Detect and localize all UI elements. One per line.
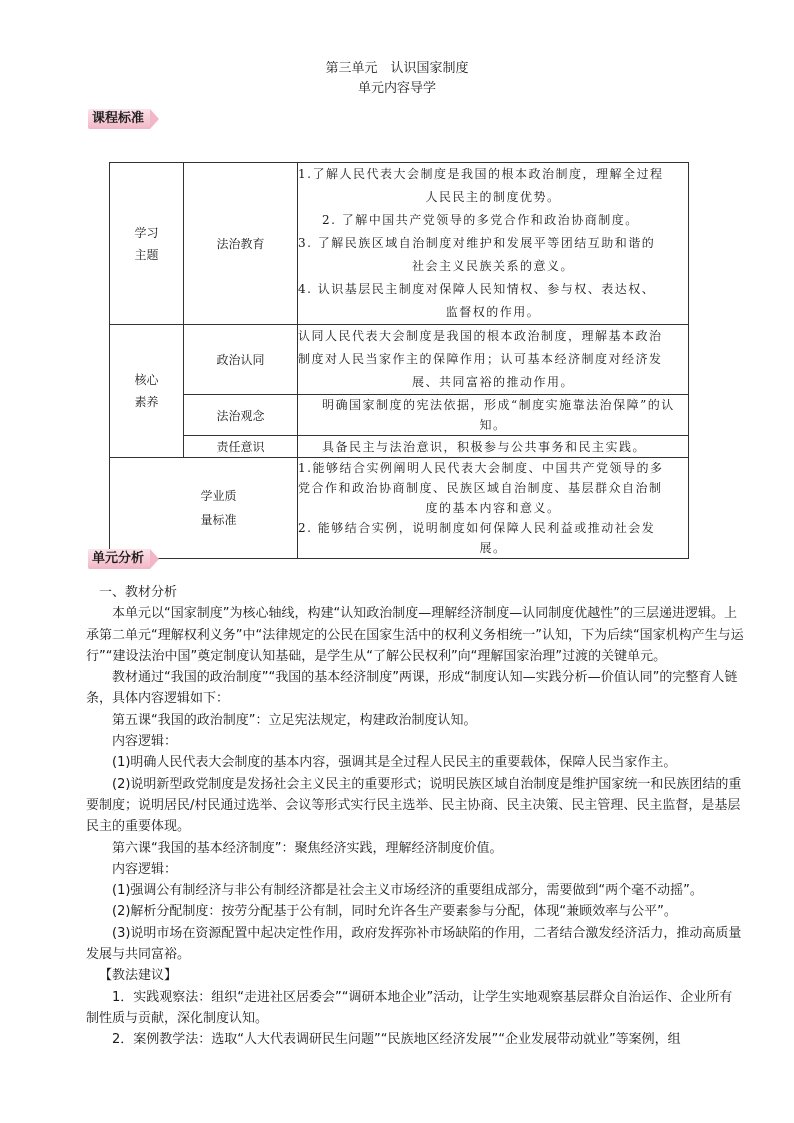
table-row <box>110 395 689 436</box>
analysis-paragraph: 内容逻辑： <box>112 734 178 750</box>
table-row <box>110 436 689 458</box>
analysis-paragraph: 内容逻辑： <box>112 861 178 877</box>
analysis-paragraph: 教材通过“我国的政治制度”“我国的基本经济制度”两课，形成“制度认知—实践分析—价值认同”的完整育人链条，具体内容逻辑如下： <box>86 670 738 707</box>
study-item: 4. 认识基层民主制度对保障人民知情权、参与权、表达权、 <box>298 282 656 296</box>
teaching-suggestion-heading: 【教法建议】 <box>99 968 178 984</box>
study-item: 1.了解人民代表大会制度是我国的根本政治制度，理解全过程 <box>298 167 664 181</box>
analysis-paragraph: 本单元以“国家制度”为核心轴线，构建“认知政治制度—理解经济制度—认同制度优越性”的三层递进逻辑。上承第二单元“理解权利义务”中“法律规定的公民在国家生活中的权利义务相统一”认知，下为后续“国家机构产生与运行”“建设法治中国”奠定制度认知基础，是学生从“了解公民权利”向“理解国家治理”过渡的关键单元。 <box>86 606 744 664</box>
study-theme-sub: 法治教育 <box>184 163 298 325</box>
unit-title: 第三单元 认识国家制度 <box>325 61 469 76</box>
core-literacy-text: 核心 素养 <box>134 373 159 409</box>
table-row <box>110 325 689 395</box>
quality-standard-content <box>298 458 689 559</box>
analysis-paragraph: 第六课“我国的基本经济制度”：聚焦经济实践，理解经济制度价值。 <box>112 840 503 856</box>
core-line: 明确国家制度的宪法依据，形成“制度实施靠法治保障”的认 <box>322 398 675 412</box>
section-tab-standards <box>88 109 159 129</box>
core-line: 展、共同富裕的推动作用。 <box>411 375 574 389</box>
standards-table <box>109 162 689 559</box>
tab-arrow-icon <box>150 549 159 569</box>
analysis-paragraph: 2．案例教学法：选取“人大代表调研民生问题”“民族地区经济发展”“企业发展带动就业”等案例，组 <box>112 1032 681 1048</box>
tab-arrow-icon <box>150 109 159 129</box>
quality-line: 展。 <box>479 541 507 555</box>
study-item: 人民民主的制度优势。 <box>425 190 561 204</box>
core-row-content <box>298 395 689 436</box>
quality-line: 1.能够结合实例阐明人民代表大会制度、中国共产党领导的多 <box>298 461 664 475</box>
core-line: 知。 <box>479 418 507 432</box>
study-item: 2. 了解中国共产党领导的多党合作和政治协商制度。 <box>322 213 639 227</box>
study-item: 社会主义民族关系的意义。 <box>411 259 574 273</box>
core-row-name: 法治观念 <box>184 395 298 436</box>
analysis-paragraph: (1)强调公有制经济与非公有制经济都是社会主义市场经济的重要组成部分，需要做到“两个毫不动摇”。 <box>112 883 703 899</box>
quality-line: 2. 能够结合实例，说明制度如何保障人民利益或推动社会发 <box>298 521 656 535</box>
analysis-paragraph: (3)说明市场在资源配置中起决定性作用，政府发挥弥补市场缺陷的作用，二者结合激发经济活力，推动高质量发展与共同富裕。 <box>86 925 742 963</box>
analysis-body <box>86 582 744 1051</box>
table-row <box>110 163 689 325</box>
study-theme-label <box>110 163 184 325</box>
analysis-heading: 一、教材分析 <box>99 585 178 600</box>
analysis-paragraph: (1)明确人民代表大会制度的基本内容，强调其是全过程人民民主的重要载体，保障人民当家作主。 <box>112 755 677 771</box>
quality-line: 党合作和政治协商制度、民族区域自治制度、基层群众自治制 <box>298 481 663 495</box>
core-row-name: 政治认同 <box>184 325 298 395</box>
section-tab-label: 课程标准 <box>88 109 150 129</box>
analysis-paragraph: (2)解析分配制度：按劳分配基于公有制，同时允许各生产要素参与分配，体现“兼顾效率与公平”。 <box>112 904 677 920</box>
core-row-content <box>298 436 689 458</box>
quality-standard-label <box>110 458 298 559</box>
analysis-paragraph: 1．实践观察法：组织“走进社区居委会”“调研本地企业”活动，让学生实地观察基层群众自治运作、企业所有制性质与贡献，深化制度认知。 <box>86 989 733 1026</box>
study-item: 监督权的作用。 <box>445 305 541 319</box>
core-line: 认同人民代表大会制度是我国的根本政治制度，理解基本政治 <box>298 329 663 343</box>
core-row-content <box>298 325 689 395</box>
analysis-paragraph: (2)说明新型政党制度是发扬社会主义民主的重要形式；说明民族区域自治制度是维护国家统一和民族团结的重要制度；说明居民/村民通过选举、会议等形式实行民主选举、民主协商、民主决策、民主管理、民主监督，是基层民主的重要体现。 <box>86 776 742 835</box>
core-line: 具备民主与法治意识，积极参与公共事务和民主实践。 <box>322 439 647 454</box>
table-row <box>110 458 689 559</box>
quality-line: 度的基本内容和意义。 <box>425 501 561 515</box>
quality-standard-text: 学业质 量标准 <box>200 489 237 527</box>
unit-subtitle: 单元内容导学 <box>357 81 436 96</box>
analysis-paragraph: 第五课“我国的政治制度”：立足宪法规定，构建政治制度认知。 <box>112 712 477 728</box>
core-literacy-label <box>110 325 184 458</box>
core-row-name: 责任意识 <box>184 436 298 458</box>
section-tab-label: 单元分析 <box>88 549 150 569</box>
study-theme-content <box>298 163 689 325</box>
core-line: 制度对人民当家作主的保障作用；认可基本经济制度对经济发 <box>298 352 663 366</box>
study-theme-text: 学习 主题 <box>134 225 159 262</box>
study-item: 3. 了解民族区域自治制度对维护和发展平等团结互助和谐的 <box>298 236 656 250</box>
section-tab-analysis <box>88 549 159 569</box>
